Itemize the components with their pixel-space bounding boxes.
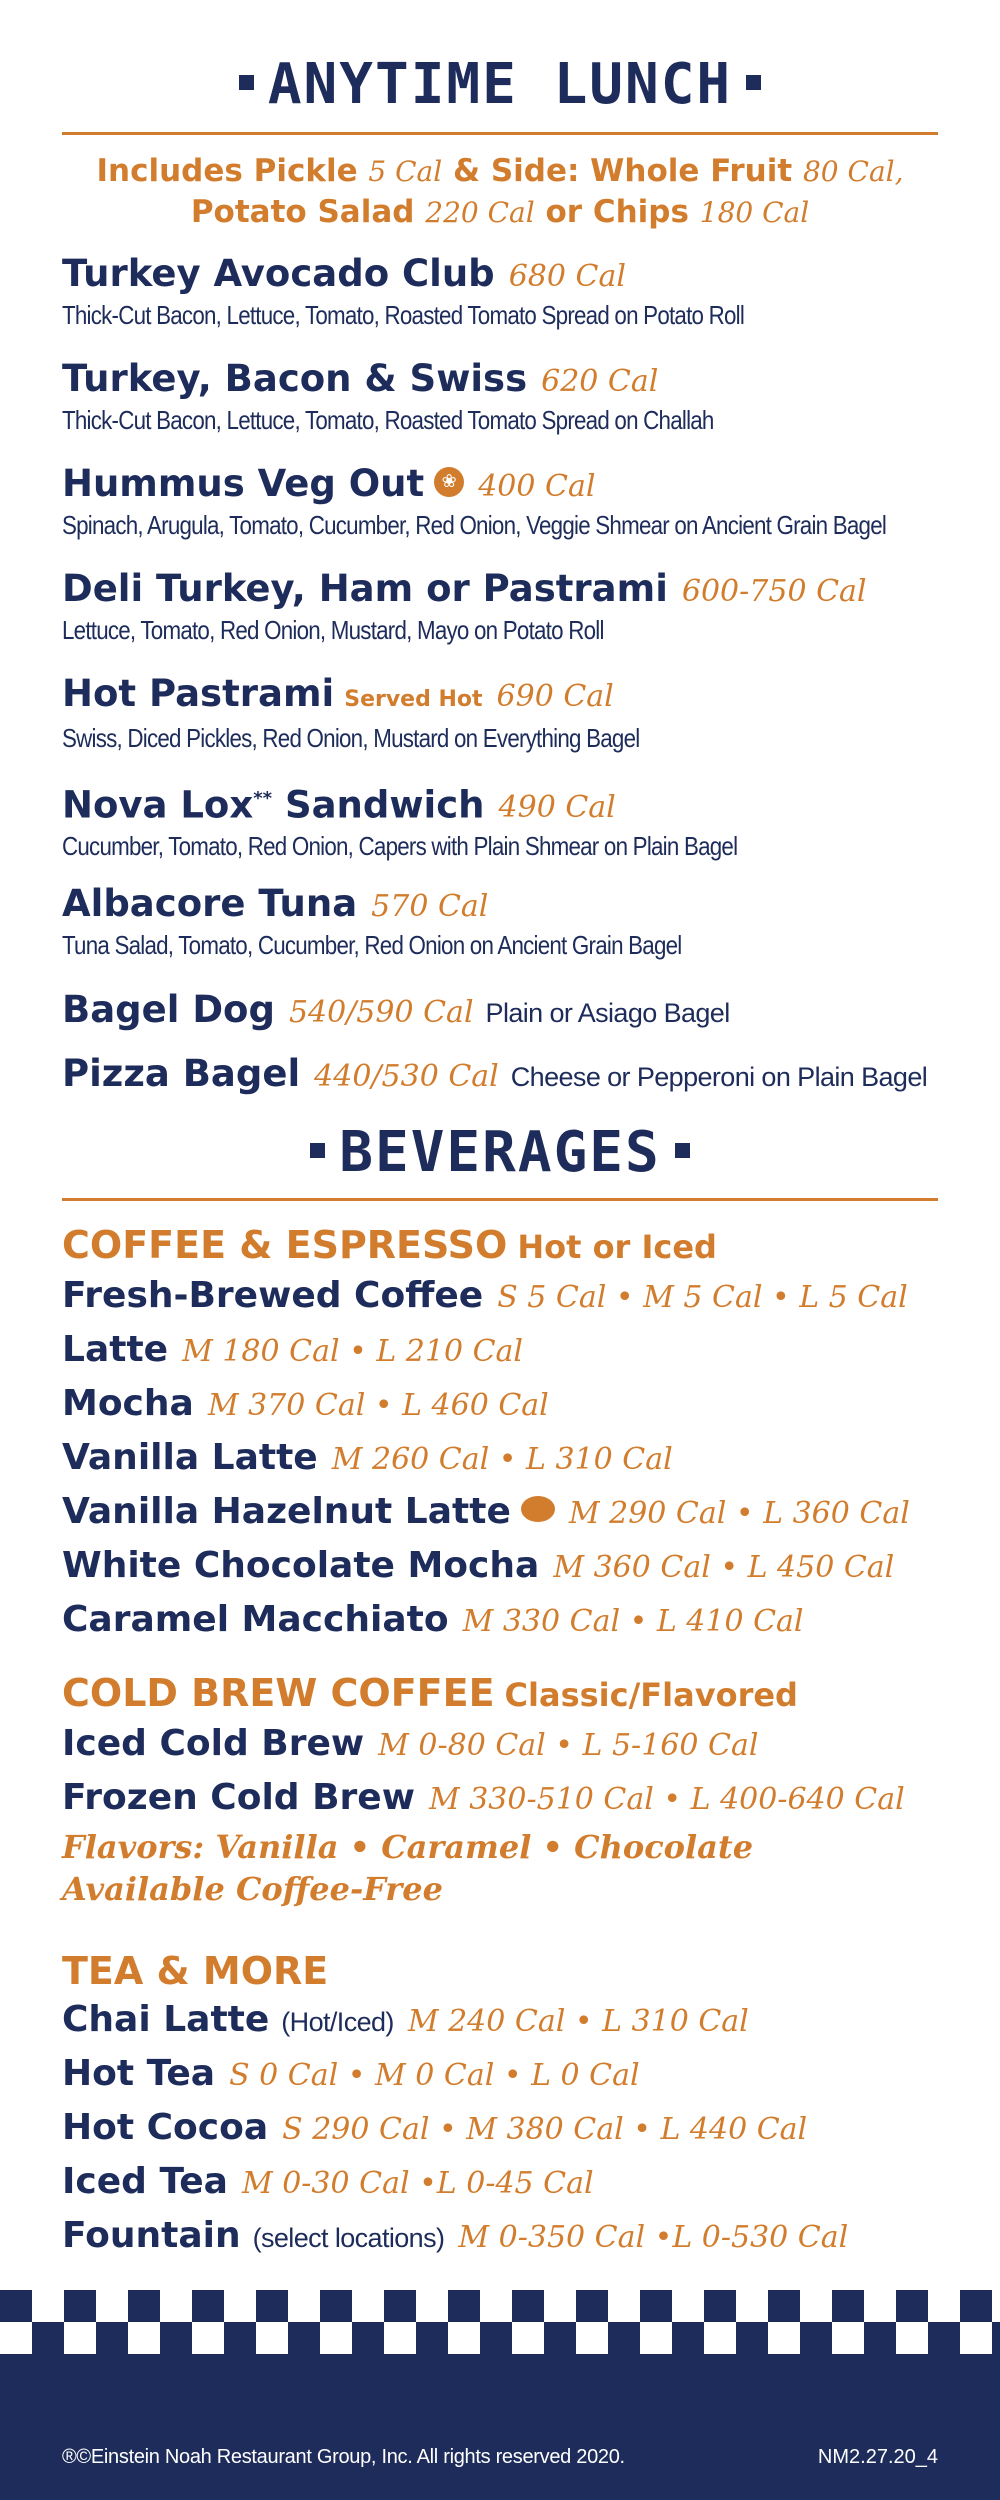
checker-square [544,2290,576,2322]
item-name: Pizza Bagel [62,1052,301,1095]
item-name-row [62,777,938,830]
item-name: Hummus Veg Out [62,462,425,505]
checker-square [800,2290,832,2322]
beverage-calories: M 180 Cal • L 210 Cal [182,1334,524,1369]
checker-square [672,2290,704,2322]
checker-square [992,2322,1000,2354]
checker-square [960,2290,992,2322]
item-description: Tuna Salad, Tomato, Cucumber, Red Onion on Ancient Grain Bagel [62,930,682,960]
checker-square [160,2290,192,2322]
beverage-name: Fresh-Brewed Coffee [62,1275,484,1316]
checker-square [96,2322,128,2354]
category-title: TEA & MORE [62,1949,329,1993]
checker-square [896,2290,928,2322]
item-name-row [62,988,938,1035]
checker-square [320,2322,352,2354]
beverage-name: Vanilla Hazelnut Latte [62,1491,511,1532]
beverage-name: Caramel Macchiato [62,1599,449,1640]
item-calories: 540/590 Cal [288,995,474,1030]
intro-text: or Chips [545,194,689,230]
checker-square [992,2290,1000,2322]
beverage-item [62,2048,938,2102]
checker-square [640,2290,672,2322]
tea-more-group [62,1948,938,2264]
beverage-calories: M 0-350 Cal •L 0-530 Cal [458,2220,849,2255]
checker-square [32,2290,64,2322]
item-calories: 600-750 Cal [681,574,867,609]
item-name-rest: Sandwich [284,783,485,827]
beverage-calories: M 370 Cal • L 460 Cal [207,1388,549,1423]
item-description: Plain or Asiago Bagel [485,998,730,1028]
category-subtitle: Classic/Flavored [504,1676,798,1714]
served-hot-label: Served Hot [344,687,483,712]
checker-square [352,2322,384,2354]
checker-square [832,2290,864,2322]
checker-square [736,2290,768,2322]
checker-square [768,2322,800,2354]
category-heading [62,1222,938,1270]
checker-square [32,2322,64,2354]
intro-text: & Side: Whole Fruit [453,153,793,189]
divider [62,1198,938,1201]
menu-item-bagel-dog [62,988,938,1035]
item-name-row [62,357,938,404]
item-calories: 570 Cal [371,889,489,924]
checker-square [192,2290,224,2322]
divider [62,132,938,135]
beverage-calories: M 240 Cal • L 310 Cal [407,2004,749,2039]
item-name: Albacore Tuna [62,882,358,925]
checker-square [672,2322,704,2354]
intro-line-1 [62,151,938,192]
item-calories: 400 Cal [478,469,596,504]
menu-item-turkey-avocado-club [62,252,938,331]
beverage-name: Mocha [62,1383,194,1424]
beverage-item [62,1540,938,1594]
item-description: Lettuce, Tomato, Red Onion, Mustard, Mayo on Potato Roll [62,615,604,645]
item-name: Turkey, Bacon & Swiss [62,357,528,400]
beverage-item [62,1718,938,1772]
beverage-name: Hot Cocoa [62,2107,269,2148]
beverage-item [62,1432,938,1486]
coffee-bean-icon [521,1496,555,1522]
checker-square [544,2322,576,2354]
item-calories: 620 Cal [541,364,659,399]
beverage-name: Frozen Cold Brew [62,1777,415,1818]
item-name: Hot Pastrami [62,672,335,715]
item-description: Swiss, Diced Pickles, Red Onion, Mustard on Everything Bagel [62,723,640,753]
menu-item-turkey-bacon-swiss [62,357,938,436]
beverage-calories: M 0-30 Cal •L 0-45 Cal [241,2166,594,2201]
checker-square [416,2322,448,2354]
beverage-name: Iced Tea [62,2161,228,2202]
calorie-text: 80 Cal, [802,155,904,188]
item-calories: 490 Cal [498,790,616,826]
category-title: COFFEE & ESPRESSO [62,1223,508,1267]
footer [0,2354,1000,2500]
beverage-calories: S 5 Cal • M 5 Cal • L 5 Cal [497,1280,908,1315]
beverage-item [62,1594,938,1648]
checker-square [576,2290,608,2322]
checker-square [640,2322,672,2354]
beverage-calories: M 290 Cal • L 360 Cal [568,1496,910,1531]
item-name: Turkey Avocado Club [62,252,495,295]
checker-square [192,2322,224,2354]
checker-square [704,2290,736,2322]
beverage-name: Fountain [62,2215,241,2256]
square-bullet-icon [746,75,761,90]
item-name: Bagel Dog [62,988,275,1031]
beverage-item [62,1486,938,1540]
item-description: Cucumber, Tomato, Red Onion, Capers with Plain Shmear on Plain Bagel [62,831,738,862]
checker-square [224,2322,256,2354]
beverage-name: Latte [62,1329,169,1370]
checker-square [256,2290,288,2322]
beverage-calories: S 290 Cal • M 380 Cal • L 440 Cal [282,2112,808,2147]
beverage-note: (Hot/Iced) [281,2007,394,2037]
menu-item-nova-lox [62,777,938,862]
checker-square [384,2322,416,2354]
checker-square [96,2290,128,2322]
item-name-row [62,567,938,614]
beverage-calories: M 260 Cal • L 310 Cal [331,1442,673,1477]
checker-square [224,2290,256,2322]
checker-square [448,2322,480,2354]
item-description: Thick-Cut Bacon, Lettuce, Tomato, Roasted Tomato Spread on Potato Roll [62,300,745,330]
checker-square [448,2290,480,2322]
beverage-item [62,1772,938,1826]
lunch-section [62,52,938,118]
beverages-section [62,1120,938,1186]
item-calories: 690 Cal [496,679,614,714]
item-calories: 680 Cal [508,259,626,294]
flavors-note: Flavors: Vanilla • Caramel • Chocolate [62,1828,754,1866]
menu-item-pizza-bagel [62,1052,938,1099]
item-name-row [62,882,938,929]
item-name-row [62,1052,938,1099]
checker-square [800,2322,832,2354]
cold-brew-group [62,1670,938,1910]
checker-square [832,2322,864,2354]
checker-square [480,2290,512,2322]
menu-item-deli-turkey [62,567,938,646]
item-name-row [62,672,938,722]
category-heading [62,1948,938,1994]
checker-square [512,2322,544,2354]
beverage-calories: S 0 Cal • M 0 Cal • L 0 Cal [229,2058,640,2093]
checkerboard-border [0,2290,1000,2354]
item-description: Cheese or Pepperoni on Plain Bagel [510,1062,928,1092]
beverages-title-text: BEVERAGES [339,1120,661,1185]
lunch-intro [62,151,938,233]
leaf-icon: ❀ [434,467,464,497]
checker-square [704,2322,736,2354]
calorie-text: 220 Cal [425,196,535,229]
item-name: Deli Turkey, Ham or Pastrami [62,567,668,610]
beverage-item [62,1270,938,1324]
square-bullet-icon [239,75,254,90]
beverage-name: Vanilla Latte [62,1437,318,1478]
category-title: COLD BREW COFFEE [62,1671,495,1715]
checker-square [64,2322,96,2354]
beverage-calories: M 0-80 Cal • L 5-160 Cal [378,1728,759,1763]
checker-square [256,2322,288,2354]
checker-square [384,2290,416,2322]
checker-square [128,2322,160,2354]
beverage-calories: M 330-510 Cal • L 400-640 Cal [428,1782,905,1817]
item-name-row [62,252,938,299]
square-bullet-icon [310,1143,325,1158]
checker-square [928,2290,960,2322]
beverage-calories: M 330 Cal • L 410 Cal [462,1604,804,1639]
beverage-item [62,2156,938,2210]
beverage-item [62,1324,938,1378]
beverages-title [62,1120,938,1186]
checker-square [128,2290,160,2322]
copyright-text: ®©Einstein Noah Restaurant Group, Inc. All rights reserved 2020. [62,2446,625,2468]
beverage-item [62,1994,938,2048]
beverage-item [62,2210,938,2264]
beverage-name: White Chocolate Mocha [62,1545,540,1586]
checker-square [320,2290,352,2322]
checker-square [64,2290,96,2322]
menu-item-albacore-tuna [62,882,938,961]
coffee-espresso-group [62,1222,938,1648]
beverage-item [62,2102,938,2156]
checker-square [864,2290,896,2322]
beverage-calories: M 360 Cal • L 450 Cal [553,1550,895,1585]
checker-square [960,2322,992,2354]
document-code: NM2.27.20_4 [817,2446,938,2468]
coffee-free-note: Available Coffee-Free [62,1870,443,1908]
checker-square [608,2322,640,2354]
calorie-text: 5 Cal [368,155,443,188]
beverage-note: (select locations) [252,2223,445,2253]
checker-square [928,2322,960,2354]
item-name: Nova Lox [62,783,254,827]
checker-square [288,2322,320,2354]
category-subtitle: Hot or Iced [517,1228,717,1266]
checker-square [0,2322,32,2354]
checker-square [352,2290,384,2322]
intro-text: Potato Salad [190,194,415,230]
menu-item-hot-pastrami [62,672,938,754]
square-bullet-icon [675,1143,690,1158]
checker-square [416,2290,448,2322]
item-description: Spinach, Arugula, Tomato, Cucumber, Red Onion, Veggie Shmear on Ancient Grain Bagel [62,510,887,540]
checker-square [480,2322,512,2354]
beverage-item [62,1378,938,1432]
lunch-title-text: ANYTIME LUNCH [267,52,733,117]
checker-square [512,2290,544,2322]
checker-square [160,2322,192,2354]
item-description: Thick-Cut Bacon, Lettuce, Tomato, Roasted Tomato Spread on Challah [62,405,714,435]
beverage-name: Iced Cold Brew [62,1723,365,1764]
checker-square [0,2290,32,2322]
menu-item-hummus-veg-out [62,462,938,541]
checker-square [768,2290,800,2322]
item-calories: 440/530 Cal [314,1059,499,1094]
intro-line-2 [62,192,938,233]
checker-square [608,2290,640,2322]
checker-square [288,2290,320,2322]
checker-square [736,2322,768,2354]
item-name-row [62,462,938,509]
intro-text: Includes Pickle [96,153,358,189]
beverage-name: Chai Latte [62,1999,270,2040]
category-heading [62,1670,938,1718]
checker-square [864,2322,896,2354]
calorie-text: 180 Cal [699,196,810,229]
checker-square [576,2322,608,2354]
lunch-title [62,52,938,118]
checker-square [896,2322,928,2354]
beverage-name: Hot Tea [62,2053,216,2094]
footnote-marker: ** [253,788,273,809]
